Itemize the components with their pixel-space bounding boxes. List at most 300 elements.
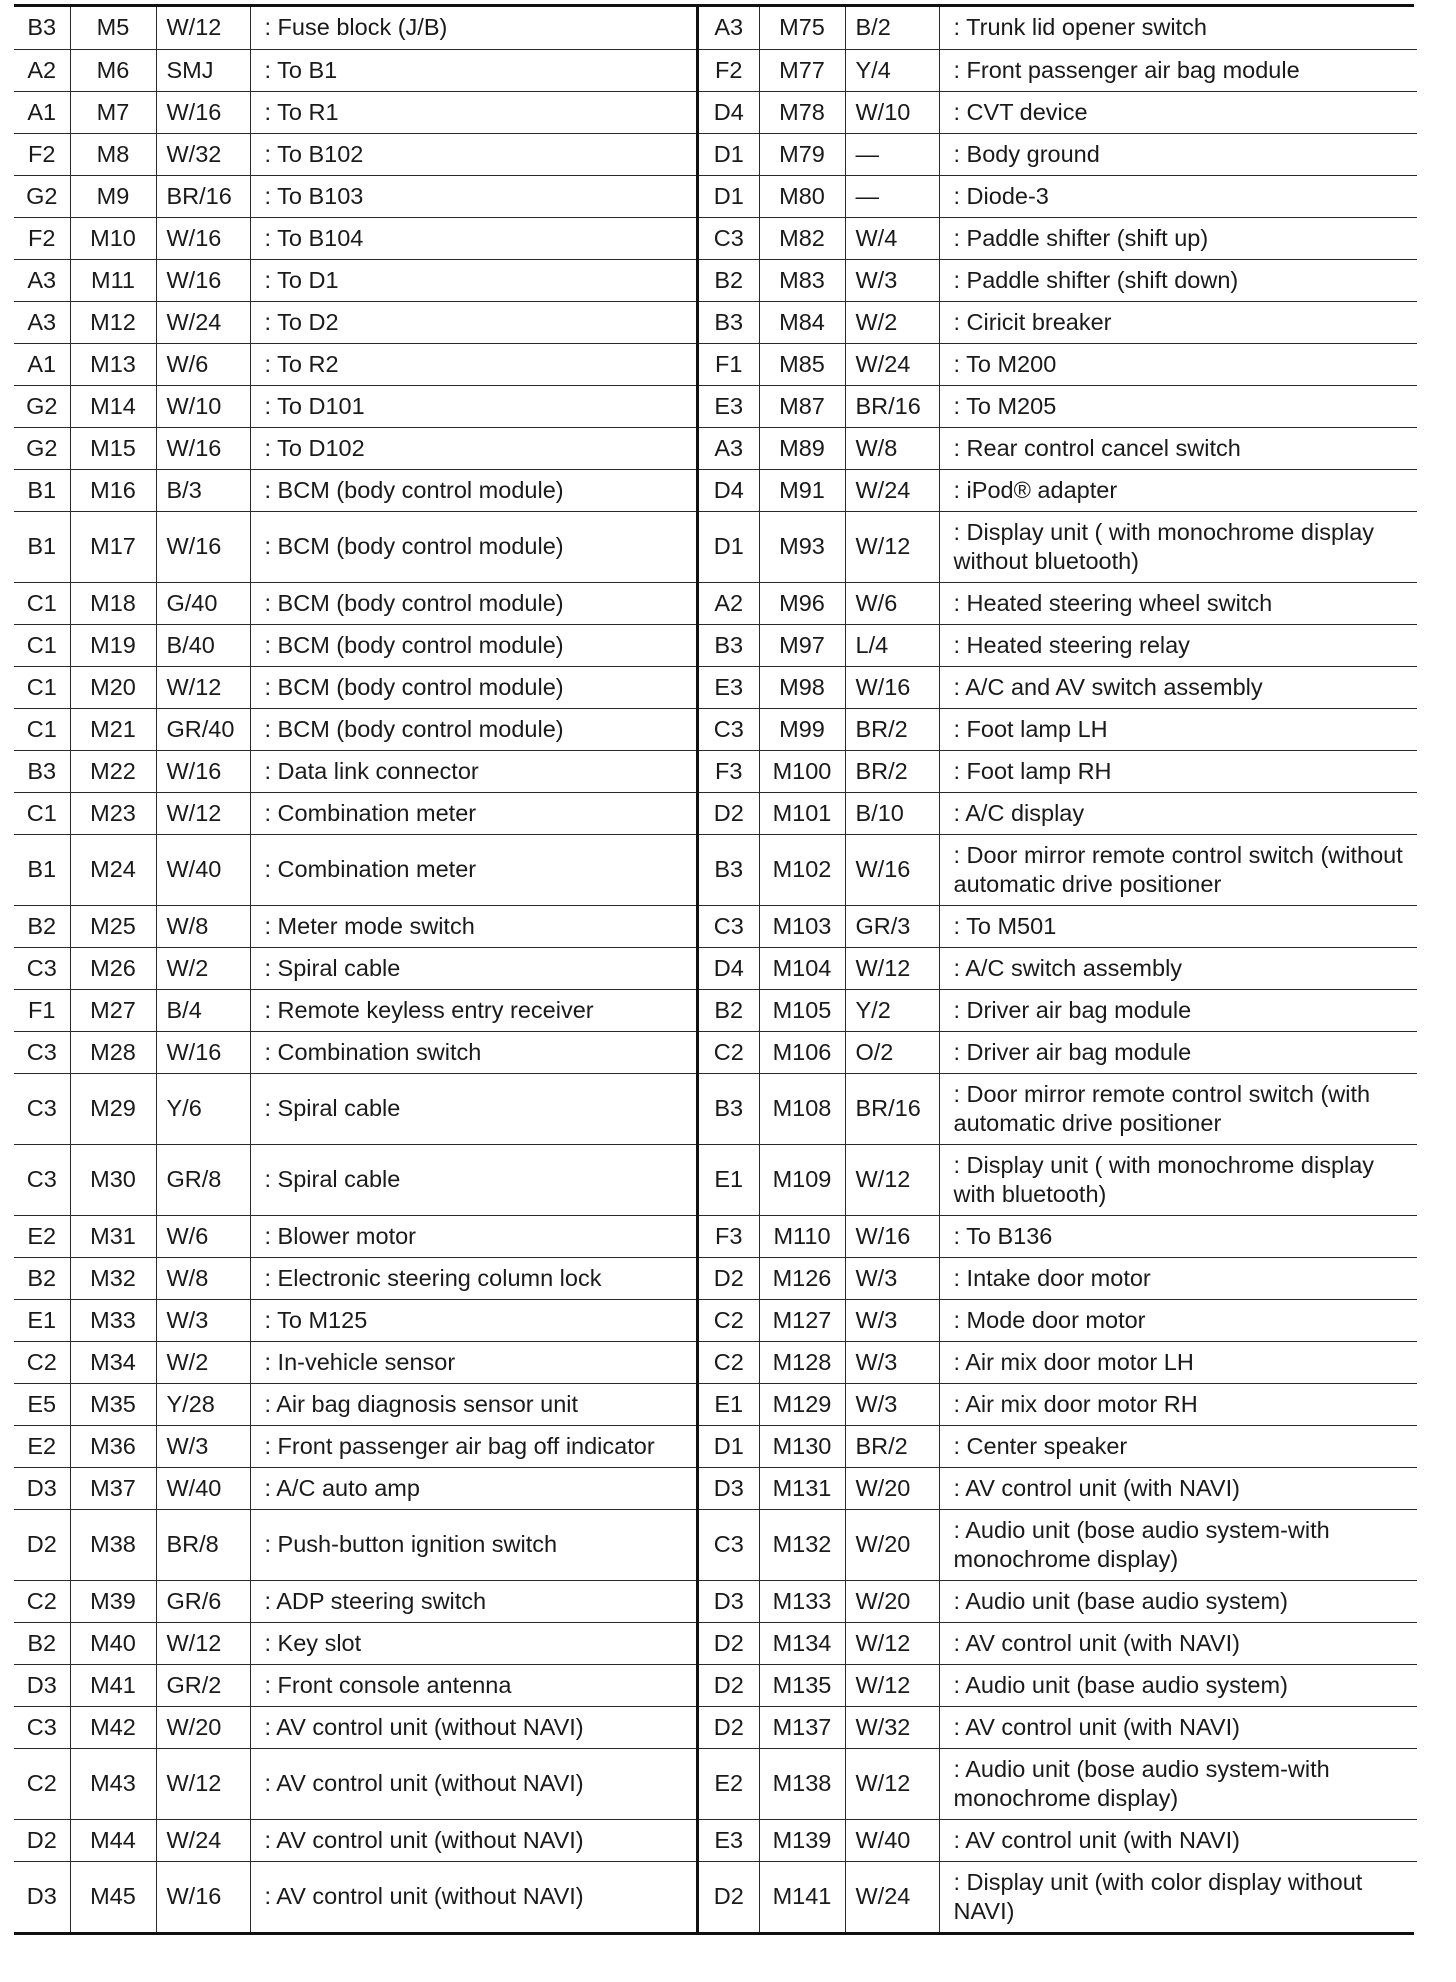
table-row [699, 1073, 1417, 1144]
connector-name-cell: : iPod® adapter [939, 469, 1417, 511]
connector-type-cell: W/6 [156, 343, 250, 385]
table-row [14, 217, 696, 259]
connector-number-cell: M41 [70, 1664, 156, 1706]
connector-number-cell: M44 [70, 1819, 156, 1861]
grid-cell: D4 [699, 91, 759, 133]
connector-name-cell: : Air mix door motor LH [939, 1341, 1417, 1383]
connector-name-cell: : Air mix door motor RH [939, 1383, 1417, 1425]
connector-type-cell: W/12 [845, 511, 939, 582]
grid-cell: B3 [699, 1073, 759, 1144]
connector-type-cell: BR/2 [845, 750, 939, 792]
connector-number-cell: M33 [70, 1299, 156, 1341]
connector-name-cell: : BCM (body control module) [250, 582, 696, 624]
connector-type-cell: W/16 [156, 1031, 250, 1073]
connector-name-cell: : Remote keyless entry receiver [250, 989, 696, 1031]
connector-type-cell: B/2 [845, 7, 939, 49]
connector-type-cell: W/2 [845, 301, 939, 343]
connector-number-cell: M28 [70, 1031, 156, 1073]
connector-number-cell: M16 [70, 469, 156, 511]
grid-cell: B2 [699, 259, 759, 301]
connector-type-cell: W/12 [845, 1748, 939, 1819]
connector-number-cell: M99 [759, 708, 845, 750]
connector-number-cell: M43 [70, 1748, 156, 1819]
table-row [14, 1861, 696, 1932]
grid-cell: C1 [14, 708, 70, 750]
connector-type-cell: W/24 [845, 469, 939, 511]
connector-name-cell: : In-vehicle sensor [250, 1341, 696, 1383]
connector-type-cell: W/3 [845, 1257, 939, 1299]
grid-cell: E2 [699, 1748, 759, 1819]
table-row [14, 1580, 696, 1622]
connector-type-cell: W/2 [156, 947, 250, 989]
table-row [14, 947, 696, 989]
connector-type-cell: GR/3 [845, 905, 939, 947]
connector-number-cell: M36 [70, 1425, 156, 1467]
connector-name-cell: : A/C switch assembly [939, 947, 1417, 989]
connector-type-cell: W/12 [156, 1748, 250, 1819]
connector-table-right [699, 7, 1417, 1932]
connector-name-cell: : Combination meter [250, 792, 696, 834]
table-row [699, 1622, 1417, 1664]
grid-cell: B3 [699, 624, 759, 666]
grid-cell: B1 [14, 511, 70, 582]
connector-type-cell: W/3 [845, 259, 939, 301]
connector-number-cell: M5 [70, 7, 156, 49]
connector-name-cell: : Door mirror remote control switch (without automatic drive positioner [939, 834, 1417, 905]
table-row [14, 1748, 696, 1819]
grid-cell: C1 [14, 624, 70, 666]
table-row [699, 1664, 1417, 1706]
connector-name-cell: : Data link connector [250, 750, 696, 792]
connector-number-cell: M141 [759, 1861, 845, 1932]
grid-cell: G2 [14, 385, 70, 427]
grid-cell: G2 [14, 427, 70, 469]
grid-cell: C2 [699, 1299, 759, 1341]
connector-number-cell: M18 [70, 582, 156, 624]
grid-cell: D3 [14, 1861, 70, 1932]
table-row [14, 792, 696, 834]
table-row [14, 905, 696, 947]
grid-cell: E3 [699, 666, 759, 708]
table-row [699, 91, 1417, 133]
connector-name-cell: : Audio unit (base audio system) [939, 1580, 1417, 1622]
connector-name-cell: : A/C display [939, 792, 1417, 834]
grid-cell: A3 [699, 427, 759, 469]
table-row [14, 343, 696, 385]
grid-cell: C2 [14, 1748, 70, 1819]
connector-name-cell: : Push-button ignition switch [250, 1509, 696, 1580]
connector-type-cell: W/3 [156, 1299, 250, 1341]
connector-number-cell: M135 [759, 1664, 845, 1706]
connector-name-cell: : Audio unit (bose audio system-with monochrome display) [939, 1509, 1417, 1580]
grid-cell: C1 [14, 792, 70, 834]
connector-number-cell: M89 [759, 427, 845, 469]
connector-name-cell: : CVT device [939, 91, 1417, 133]
grid-cell: C3 [14, 1031, 70, 1073]
table-row [699, 947, 1417, 989]
connector-name-cell: : A/C and AV switch assembly [939, 666, 1417, 708]
connector-type-cell: W/12 [845, 1664, 939, 1706]
connector-name-cell: : Audio unit (bose audio system-with monochrome display) [939, 1748, 1417, 1819]
connector-number-cell: M134 [759, 1622, 845, 1664]
table-row [14, 1257, 696, 1299]
connector-number-cell: M128 [759, 1341, 845, 1383]
grid-cell: B3 [699, 834, 759, 905]
table-row [699, 1215, 1417, 1257]
grid-cell: D2 [699, 1257, 759, 1299]
connector-name-cell: : Key slot [250, 1622, 696, 1664]
grid-cell: D2 [699, 1664, 759, 1706]
connector-name-cell: : To R1 [250, 91, 696, 133]
grid-cell: E2 [14, 1425, 70, 1467]
table-row [699, 1425, 1417, 1467]
connector-name-cell: : Meter mode switch [250, 905, 696, 947]
connector-number-cell: M29 [70, 1073, 156, 1144]
connector-type-cell: BR/16 [156, 175, 250, 217]
table-row [14, 624, 696, 666]
connector-type-cell: W/3 [845, 1383, 939, 1425]
connector-name-cell: : AV control unit (without NAVI) [250, 1706, 696, 1748]
connector-name-cell: : To B102 [250, 133, 696, 175]
connector-number-cell: M104 [759, 947, 845, 989]
table-row [699, 1257, 1417, 1299]
connector-name-cell: : Mode door motor [939, 1299, 1417, 1341]
grid-cell: F3 [699, 1215, 759, 1257]
connector-number-cell: M31 [70, 1215, 156, 1257]
connector-name-cell: : To D1 [250, 259, 696, 301]
connector-table-left-body [14, 7, 696, 1932]
connector-name-cell: : To B1 [250, 49, 696, 91]
connector-name-cell: : To B103 [250, 175, 696, 217]
connector-name-cell: : A/C auto amp [250, 1467, 696, 1509]
connector-table-left [14, 7, 696, 1932]
grid-cell: C3 [699, 905, 759, 947]
grid-cell: D2 [14, 1819, 70, 1861]
connector-list-columns [14, 7, 1414, 1932]
connector-name-cell: : To M501 [939, 905, 1417, 947]
connector-number-cell: M79 [759, 133, 845, 175]
grid-cell: E2 [14, 1215, 70, 1257]
table-row [14, 1031, 696, 1073]
connector-type-cell: GR/2 [156, 1664, 250, 1706]
connector-type-cell: W/40 [156, 1467, 250, 1509]
connector-number-cell: M105 [759, 989, 845, 1031]
connector-number-cell: M14 [70, 385, 156, 427]
connector-name-cell: : Foot lamp LH [939, 708, 1417, 750]
connector-type-cell: GR/6 [156, 1580, 250, 1622]
grid-cell: C2 [14, 1580, 70, 1622]
grid-cell: B1 [14, 469, 70, 511]
connector-name-cell: : Display unit (with color display without NAVI) [953, 1868, 1363, 1924]
table-row [699, 666, 1417, 708]
table-row [699, 708, 1417, 750]
table-row [699, 905, 1417, 947]
grid-cell: F3 [699, 750, 759, 792]
table-row [699, 1819, 1417, 1861]
table-row [14, 1509, 696, 1580]
connector-type-cell: — [845, 175, 939, 217]
connector-type-cell: W/32 [156, 133, 250, 175]
connector-name-cell: : To D101 [250, 385, 696, 427]
connector-name-cell: : Door mirror remote control switch (with automatic drive positioner [939, 1073, 1417, 1144]
connector-name-cell: : To D102 [250, 427, 696, 469]
connector-type-cell: W/16 [845, 834, 939, 905]
connector-type-cell: L/4 [845, 624, 939, 666]
table-row [14, 1299, 696, 1341]
table-row [14, 1215, 696, 1257]
connector-name-cell: : Blower motor [250, 1215, 696, 1257]
connector-type-cell: W/20 [845, 1509, 939, 1580]
table-row [699, 792, 1417, 834]
connector-type-cell: W/20 [845, 1580, 939, 1622]
connector-name-cell: : AV control unit (without NAVI) [250, 1819, 696, 1861]
connector-number-cell: M106 [759, 1031, 845, 1073]
table-row [14, 750, 696, 792]
connector-name-cell: : To D2 [250, 301, 696, 343]
table-row [14, 1144, 696, 1215]
connector-number-cell: M7 [70, 91, 156, 133]
table-row [699, 1580, 1417, 1622]
connector-number-cell: M32 [70, 1257, 156, 1299]
connector-type-cell: W/3 [845, 1299, 939, 1341]
connector-type-cell: W/8 [845, 427, 939, 469]
table-row [699, 511, 1417, 582]
grid-cell: C1 [14, 582, 70, 624]
connector-type-cell: W/12 [156, 7, 250, 49]
grid-cell: B3 [14, 750, 70, 792]
connector-type-cell: W/24 [845, 343, 939, 385]
connector-number-cell: M101 [759, 792, 845, 834]
connector-type-cell: B/4 [156, 989, 250, 1031]
grid-cell: C2 [699, 1341, 759, 1383]
connector-type-cell: G/40 [156, 582, 250, 624]
connector-type-cell: W/12 [845, 1622, 939, 1664]
table-row [699, 1031, 1417, 1073]
connector-number-cell: M24 [70, 834, 156, 905]
connector-number-cell: M131 [759, 1467, 845, 1509]
table-row [14, 7, 696, 49]
connector-name-cell: : To B136 [939, 1215, 1417, 1257]
table-row [14, 582, 696, 624]
grid-cell: E1 [699, 1144, 759, 1215]
connector-number-cell: M139 [759, 1819, 845, 1861]
table-row [14, 1341, 696, 1383]
connector-name-cell: : Paddle shifter (shift up) [939, 217, 1417, 259]
connector-type-cell: W/12 [845, 1144, 939, 1215]
grid-cell: E3 [699, 385, 759, 427]
table-row [14, 1706, 696, 1748]
connector-number-cell: M11 [70, 259, 156, 301]
table-row [699, 1748, 1417, 1819]
connector-number-cell: M35 [70, 1383, 156, 1425]
connector-name-cell: : Heated steering relay [939, 624, 1417, 666]
table-row [14, 1664, 696, 1706]
connector-type-cell: W/16 [156, 511, 250, 582]
connector-number-cell: M37 [70, 1467, 156, 1509]
connector-type-cell: BR/2 [845, 708, 939, 750]
connector-number-cell: M21 [70, 708, 156, 750]
grid-cell: E5 [14, 1383, 70, 1425]
connector-type-cell: W/3 [845, 1341, 939, 1383]
connector-number-cell: M97 [759, 624, 845, 666]
connector-type-cell: W/40 [156, 834, 250, 905]
connector-number-cell: M10 [70, 217, 156, 259]
connector-name-cell: : Paddle shifter (shift down) [939, 259, 1417, 301]
grid-cell: F2 [699, 49, 759, 91]
connector-name-cell: : Body ground [939, 133, 1417, 175]
grid-cell: C1 [14, 666, 70, 708]
table-row [14, 301, 696, 343]
connector-type-cell: W/16 [156, 427, 250, 469]
connector-number-cell: M93 [759, 511, 845, 582]
table-row [14, 49, 696, 91]
connector-number-cell: M27 [70, 989, 156, 1031]
connector-type-cell: W/24 [156, 1819, 250, 1861]
grid-cell: E1 [699, 1383, 759, 1425]
connector-type-cell: W/6 [845, 582, 939, 624]
table-row [14, 385, 696, 427]
table-row [14, 259, 696, 301]
connector-name-cell: : Foot lamp RH [939, 750, 1417, 792]
table-row [14, 1425, 696, 1467]
connector-name-cell: : Front console antenna [250, 1664, 696, 1706]
grid-cell: B3 [14, 7, 70, 49]
connector-name-cell: : Audio unit (base audio system) [939, 1664, 1417, 1706]
grid-cell: A2 [14, 49, 70, 91]
connector-name-cell: : BCM (body control module) [250, 469, 696, 511]
connector-number-cell: M129 [759, 1383, 845, 1425]
connector-number-cell: M22 [70, 750, 156, 792]
table-row [14, 989, 696, 1031]
connector-name-cell: : AV control unit (with NAVI) [939, 1706, 1417, 1748]
connector-number-cell: M19 [70, 624, 156, 666]
connector-number-cell: M20 [70, 666, 156, 708]
connector-number-cell: M13 [70, 343, 156, 385]
connector-type-cell: W/8 [156, 1257, 250, 1299]
connector-number-cell: M103 [759, 905, 845, 947]
connector-number-cell: M110 [759, 1215, 845, 1257]
table-row [699, 217, 1417, 259]
connector-table-right-body [699, 7, 1417, 1932]
table-row [14, 175, 696, 217]
grid-cell: D1 [699, 1425, 759, 1467]
connector-type-cell: W/20 [845, 1467, 939, 1509]
table-row [699, 834, 1417, 905]
connector-name-cell: : Spiral cable [250, 1073, 696, 1144]
connector-name-cell: : Spiral cable [250, 1144, 696, 1215]
connector-type-cell: GR/40 [156, 708, 250, 750]
connector-number-cell: M126 [759, 1257, 845, 1299]
connector-number-cell: M108 [759, 1073, 845, 1144]
connector-type-cell: W/20 [156, 1706, 250, 1748]
table-row [699, 1706, 1417, 1748]
connector-number-cell: M100 [759, 750, 845, 792]
grid-cell: D2 [699, 1861, 759, 1932]
connector-name-cell: : To M205 [939, 385, 1417, 427]
table-row [699, 1509, 1417, 1580]
connector-name-cell: : Combination meter [250, 834, 696, 905]
connector-number-cell: M83 [759, 259, 845, 301]
grid-cell: C3 [14, 947, 70, 989]
connector-name-cell: : Center speaker [939, 1425, 1417, 1467]
connector-type-cell: Y/6 [156, 1073, 250, 1144]
connector-number-cell: M77 [759, 49, 845, 91]
connector-number-cell: M130 [759, 1425, 845, 1467]
connector-number-cell: M87 [759, 385, 845, 427]
connector-type-cell: W/16 [156, 750, 250, 792]
grid-cell: F2 [14, 217, 70, 259]
connector-type-cell: SMJ [156, 49, 250, 91]
table-row [699, 343, 1417, 385]
grid-cell: D3 [699, 1580, 759, 1622]
connector-number-cell: M42 [70, 1706, 156, 1748]
grid-cell: D1 [699, 511, 759, 582]
table-row [14, 1622, 696, 1664]
connector-number-cell: M78 [759, 91, 845, 133]
grid-cell: D2 [699, 1706, 759, 1748]
grid-cell: C3 [14, 1144, 70, 1215]
connector-number-cell: M6 [70, 49, 156, 91]
connector-name-cell: : Intake door motor [939, 1257, 1417, 1299]
connector-number-cell: M137 [759, 1706, 845, 1748]
connector-number-cell: M91 [759, 469, 845, 511]
connector-name-cell: : Driver air bag module [939, 989, 1417, 1031]
connector-type-cell: Y/28 [156, 1383, 250, 1425]
connector-name-cell: : BCM (body control module) [250, 666, 696, 708]
connector-type-cell: W/8 [156, 905, 250, 947]
connector-name-cell: : AV control unit (without NAVI) [264, 1883, 584, 1910]
connector-type-cell: BR/16 [845, 1073, 939, 1144]
grid-cell: B2 [14, 905, 70, 947]
grid-cell: E3 [699, 1819, 759, 1861]
connector-name-cell: : Fuse block (J/B) [250, 7, 696, 49]
connector-number-cell: M109 [759, 1144, 845, 1215]
grid-cell: D1 [699, 175, 759, 217]
connector-number-cell: M98 [759, 666, 845, 708]
connector-name-cell: : BCM (body control module) [250, 624, 696, 666]
grid-cell: C3 [699, 1509, 759, 1580]
grid-cell: B1 [14, 834, 70, 905]
connector-number-cell: M45 [70, 1861, 156, 1932]
connector-type-cell: BR/2 [845, 1425, 939, 1467]
connector-type-cell: W/6 [156, 1215, 250, 1257]
connector-name-cell: : AV control unit (without NAVI) [250, 1748, 696, 1819]
connector-type-cell: W/16 [156, 91, 250, 133]
connector-name-cell: : Display unit ( with monochrome display without bluetooth) [939, 511, 1417, 582]
grid-cell: D2 [699, 792, 759, 834]
grid-cell: B2 [14, 1257, 70, 1299]
connector-name-cell: : Front passenger air bag module [939, 49, 1417, 91]
connector-type-cell: O/2 [845, 1031, 939, 1073]
table-row [14, 834, 696, 905]
connector-number-cell: M23 [70, 792, 156, 834]
grid-cell: B2 [14, 1622, 70, 1664]
connector-number-cell: M26 [70, 947, 156, 989]
connector-name-cell: : AV control unit (with NAVI) [939, 1622, 1417, 1664]
connector-type-cell: W/3 [156, 1425, 250, 1467]
connector-number-cell: M75 [759, 7, 845, 49]
connector-name-cell: : Display unit ( with monochrome display with bluetooth) [939, 1144, 1417, 1215]
connector-name-cell: : Diode-3 [939, 175, 1417, 217]
connector-type-cell: W/12 [156, 1622, 250, 1664]
connector-number-cell: M96 [759, 582, 845, 624]
table-row [699, 427, 1417, 469]
table-row [14, 1467, 696, 1509]
connector-number-cell: M138 [759, 1748, 845, 1819]
connector-type-cell: B/3 [156, 469, 250, 511]
table-row [699, 1341, 1417, 1383]
connector-number-cell: M40 [70, 1622, 156, 1664]
